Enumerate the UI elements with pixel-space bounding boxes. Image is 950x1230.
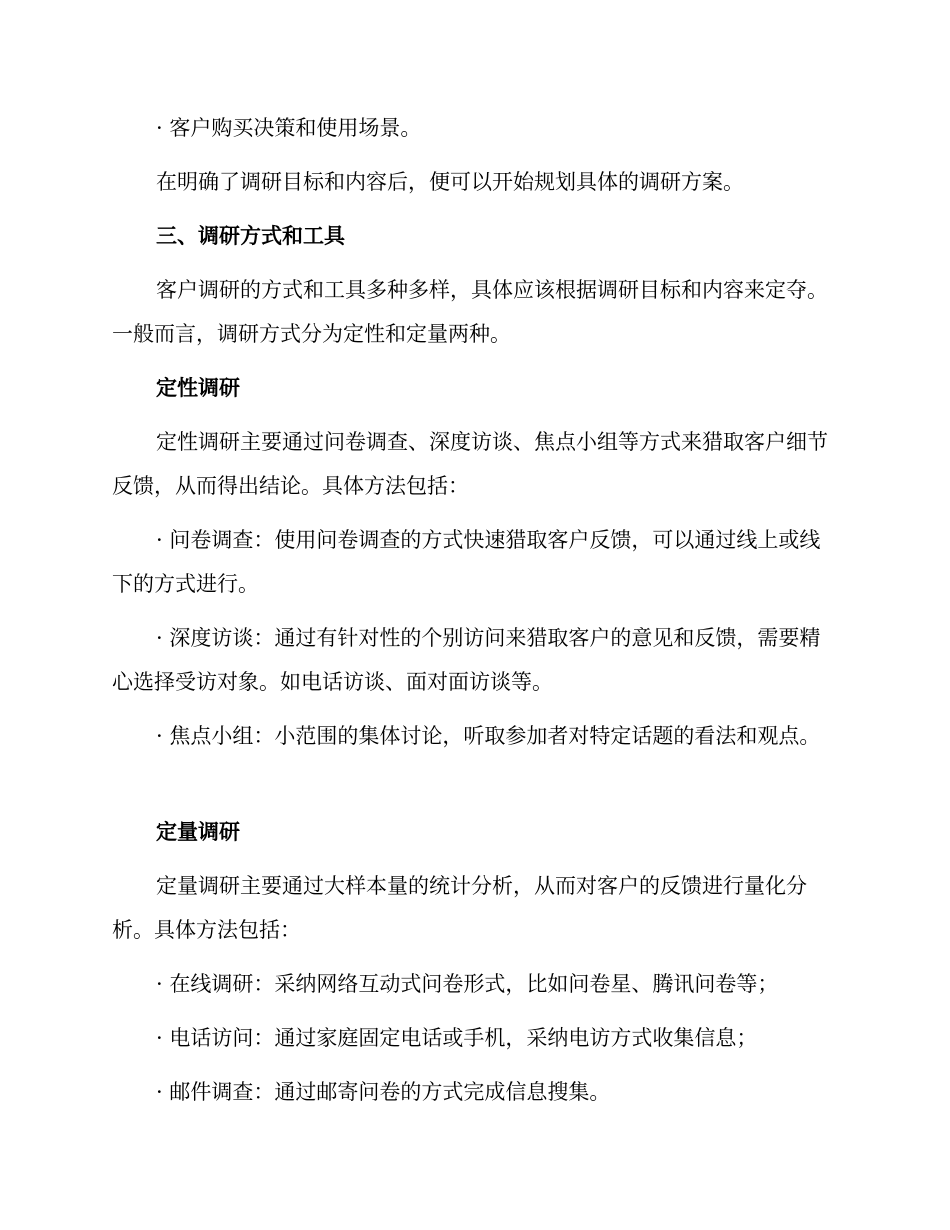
subheading-qualitative: 定性调研 <box>156 375 240 400</box>
bullet-online-survey: · 在线调研：采纳网络互动式问卷形式，比如问卷星、腾讯问卷等； <box>156 972 779 996</box>
bullet-questionnaire: · 问卷调查：使用问卷调查的方式快速猎取客户反馈，可以通过线上或线下的方式进行。 <box>112 528 821 596</box>
bullet-mail-survey: · 邮件调查：通过邮寄问卷的方式完成信息搜集。 <box>156 1080 611 1104</box>
bullet-focus-group: · 焦点小组：小范围的集体讨论，听取参加者对特定话题的看法和观点。 <box>156 724 821 748</box>
paragraph-methods-overview: 客户调研的方式和工具多种多样，具体应该根据调研目标和内容来定夺。一般而言，调研方式分为定性和定量两种。 <box>112 278 828 346</box>
section-heading-methods-tools: 三、调研方式和工具 <box>156 223 345 248</box>
bullet-purchase-scenarios: · 客户购买决策和使用场景。 <box>156 116 422 140</box>
paragraph-qualitative-desc: 定性调研主要通过问卷调查、深度访谈、焦点小组等方式来猎取客户细节反馈，从而得出结论。具体方法包括： <box>112 430 828 498</box>
paragraph-quantitative-desc: 定量调研主要通过大样本量的统计分析，从而对客户的反馈进行量化分析。具体方法包括： <box>112 874 807 942</box>
subheading-quantitative: 定量调研 <box>156 819 240 844</box>
paragraph-planning-intro: 在明确了调研目标和内容后，便可以开始规划具体的调研方案。 <box>156 170 744 194</box>
bullet-phone-survey: · 电话访问：通过家庭固定电话或手机，采纳电访方式收集信息； <box>156 1026 758 1050</box>
bullet-in-depth-interview: · 深度访谈：通过有针对性的个别访问来猎取客户的意见和反馈，需要精心选择受访对象。如电话访谈、面对面访谈等。 <box>112 626 821 694</box>
